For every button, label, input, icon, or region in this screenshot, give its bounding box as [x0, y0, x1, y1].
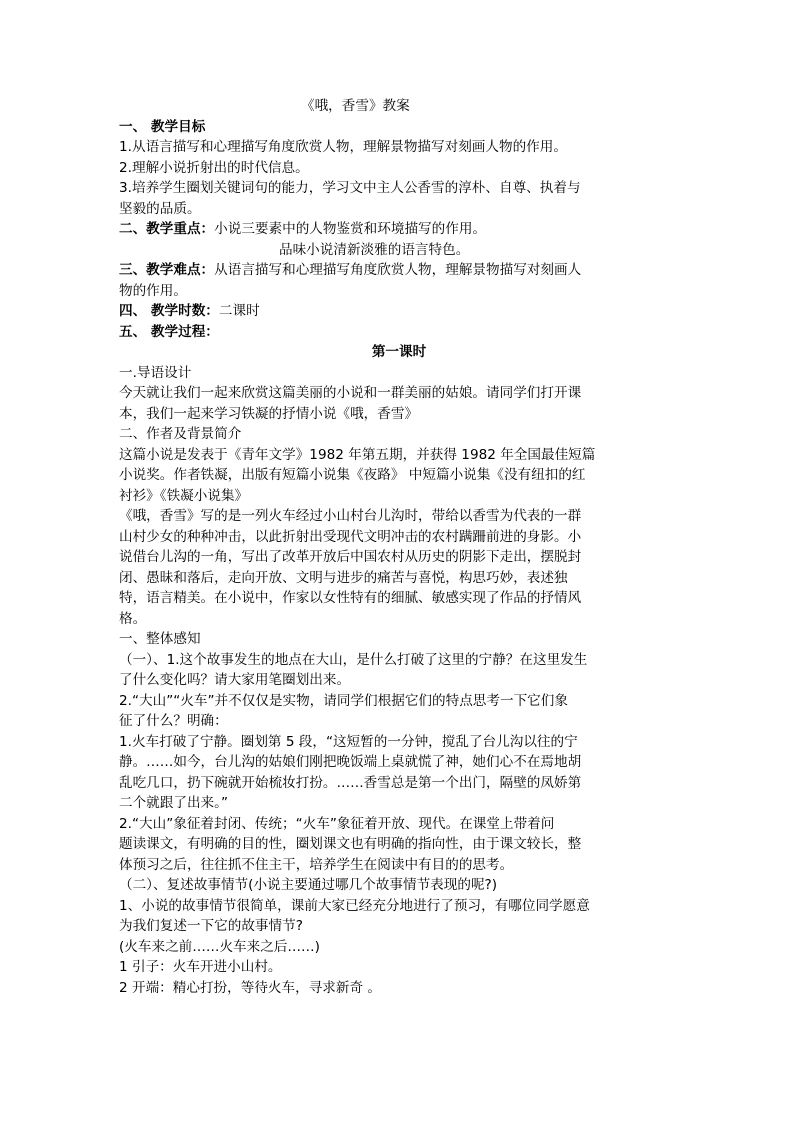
answer-1-line-1: 1.火车打破了宁静。圈划第 5 段，“这短暂的一分钟，搅乱了台儿沟以往的宁: [119, 733, 578, 750]
difficulties-text-2: 物的作用。: [119, 282, 187, 299]
page-title: 《哦，香雪》教案: [301, 98, 410, 114]
plot-step-1: 1 引子：火车开进小山村。: [119, 959, 282, 975]
author-line-2: 小说奖。作者铁凝，出版有短篇小说集《夜路》 中短篇小说集《没有纽扣的红: [119, 467, 586, 483]
document-body: [119, 96, 679, 998]
answer-2-line-2: 题读课文，有明确的目的性，圈划课文也有明确的指向性，由于课文较长，整: [119, 836, 582, 852]
background-line-2: 山村少女的种种冲击，以此折射出受现代文明冲击的农村蹒跚前进的身影。小: [119, 528, 582, 545]
intro-line-2: 本，我们一起来学习铁凝的抒情小说《哦，香雪》: [119, 405, 419, 422]
question-1-line-1: （一）、1.这个故事发生的地点在大山，是什么打破了这里的宁静？在这里发生: [119, 651, 588, 668]
plot-line-3: (火车来之前……火车来之后……): [119, 938, 320, 955]
background-line-5: 特，语言精美。在小说中，作家以女性特有的细腻、敏感实现了作品的抒情风: [119, 590, 582, 606]
answer-1-line-3: 乱吃几口，扔下碗就开始梳妆打扮。……香雪总是第一个出门，隔壁的凤娇第: [119, 774, 582, 791]
author-heading: 二、作者及背景简介: [119, 426, 242, 442]
key-points: [119, 219, 679, 240]
section-heading-process: 五、 教学过程：: [119, 323, 219, 340]
section-heading-class-hours: 四、 教学时数：: [119, 303, 219, 319]
key-points-text-2: 品味小说清新淡雅的语言特色。: [279, 241, 470, 258]
answer-2-line-3: 体预习之后，往往抓不住主干，培养学生在阅读中有目的的思考。: [119, 856, 514, 873]
objective-3-line1: 3.培养学生圈划关键词句的能力，学习文中主人公香雪的淳朴、自尊、执着与: [119, 180, 581, 196]
question-2-line-1: 2.“大山”“火车”并不仅仅是实物，请同学们根据它们的特点思考一下它们象: [119, 692, 568, 709]
background-line-6: 格。: [119, 610, 147, 627]
background-line-4: 闭、愚昧和落后，走向开放、文明与进步的痛苦与喜悦，构思巧妙，表述独: [119, 569, 568, 586]
plot-heading: （二）、复述故事情节(小说主要通过哪几个故事情节表现的呢?): [119, 877, 498, 893]
section-heading-difficulties: 三、教学难点：: [119, 262, 215, 278]
question-2-line-2: 征了什么？明确：: [119, 713, 228, 729]
section-heading-key-points: 二、教学重点：: [119, 221, 215, 237]
objective-1: 1.从语言描写和心理描写角度欣赏人物，理解景物描写对刻画人物的作用。: [119, 139, 567, 155]
class-hours: [119, 301, 679, 322]
plot-line-2: 为我们复述一下它的故事情节?: [119, 918, 303, 934]
answer-1-line-4: 二个就跟了出来。”: [119, 795, 228, 811]
lesson-one-heading: 第一课时: [371, 344, 427, 360]
background-line-3: 说借台儿沟的一角，写出了改革开放后中国农村从历史的阴影下走出，摆脱封: [119, 549, 582, 565]
intro-heading: 一.导语设计: [119, 364, 192, 381]
overall-heading: 一、整体感知: [119, 631, 201, 647]
objective-3-line2: 坚毅的品质。: [119, 200, 201, 217]
plot-step-2: 2 开端：精心打扮，等待火车，寻求新奇 。: [119, 979, 381, 996]
answer-2-line-1: 2.“大山”象征着封闭、传统；“火车”象征着开放、现代。在课堂上带着问: [119, 815, 555, 832]
difficulties: [119, 260, 679, 281]
difficulties-text: 从语言描写和心理描写角度欣赏人物，理解景物描写对刻画人: [214, 262, 582, 278]
author-line-3: 衬衫》《铁凝小说集》: [119, 487, 249, 504]
author-line-1: 这篇小说是发表于《青年文学》1982 年第五期，并获得 1982 年全国最佳短篇: [119, 446, 596, 463]
plot-line-1: 1、小说的故事情节很简单，课前大家已经充分地进行了预习，有哪位同学愿意: [119, 897, 590, 914]
class-hours-text: 二课时: [218, 303, 260, 319]
question-1-line-2: 了什么变化吗？请大家用笔圈划出来。: [119, 672, 351, 688]
answer-1-line-2: 静。……如今，台儿沟的姑娘们刚把晚饭端上桌就慌了神，她们心不在焉地胡: [119, 754, 582, 770]
objective-2: 2.理解小说折射出的时代信息。: [119, 159, 309, 176]
key-points-text: 小说三要素中的人物鉴赏和环境描写的作用。: [214, 221, 487, 237]
section-heading-objectives: 一、 教学目标: [119, 118, 206, 135]
intro-line-1: 今天就让我们一起来欣赏这篇美丽的小说和一群美丽的姑娘。请同学们打开课: [119, 385, 582, 401]
background-line-1: 《哦，香雪》写的是一列火车经过小山村台儿沟时，带给以香雪为代表的一群: [119, 508, 582, 524]
